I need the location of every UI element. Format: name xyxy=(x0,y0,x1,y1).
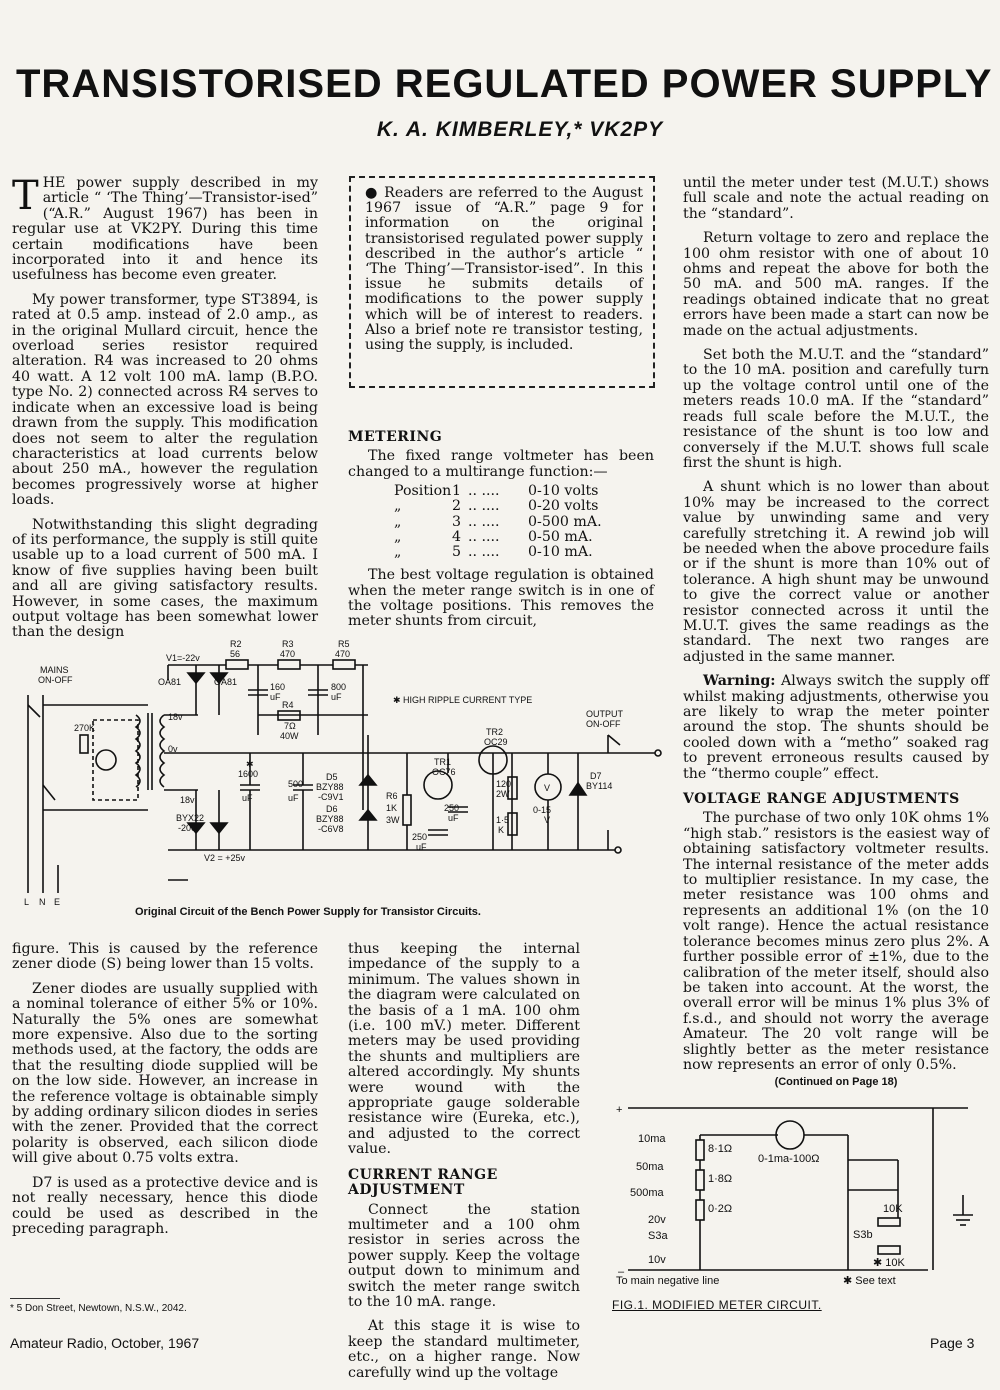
position-row: „ 4 .. .... 0-50 mA. xyxy=(394,528,593,545)
author-address-footnote: * 5 Don Street, Newtown, N.S.W., 2042. xyxy=(10,1303,187,1314)
r4-label: R4 xyxy=(282,700,294,710)
v18b-label: 18v xyxy=(180,795,195,805)
voltage-range-heading: VOLTAGE RANGE ADJUSTMENTS xyxy=(683,791,960,808)
r120-watt: 2W xyxy=(496,789,510,799)
metering-paragraph: The fixed range voltmeter has been changed to a multirange function:— xyxy=(348,448,654,480)
line-e-label: E xyxy=(54,897,61,905)
author-byline: K. A. KIMBERLEY,* VK2PY xyxy=(376,118,664,141)
oc29-label: OC29 xyxy=(484,737,508,747)
zener-paragraph: figure. This is caused by the reference zener diode (S) being lower than 15 volts. xyxy=(12,941,318,973)
mains-label: MAINS xyxy=(40,665,69,675)
regulation-paragraph: The best voltage regulation is obtained when the meter range switch is in one of the voltage positions. This removes the meter shunts from circuit, xyxy=(348,567,654,630)
bridge-label-2: -200 xyxy=(178,823,197,833)
c800-label: 800 xyxy=(331,682,347,692)
meter-range: 0-15 xyxy=(533,805,552,815)
v1-label: V1=-22v xyxy=(166,653,200,663)
position-row: „ 3 .. .... 0-500 mA. xyxy=(394,513,602,530)
article-title: TRANSISTORISED REGULATED POWER SUPPLY xyxy=(16,62,993,106)
footer-page-number: Page 3 xyxy=(930,1335,975,1351)
c500-unit: uF xyxy=(288,793,299,803)
fig1-10k-a: 10K xyxy=(883,1203,903,1215)
c800-unit: uF xyxy=(331,692,342,702)
position-row: „ 5 .. .... 0-10 mA. xyxy=(394,544,593,561)
v0-label: 0v xyxy=(168,744,178,754)
c1600-label: 1600 xyxy=(238,769,259,779)
fig1-meter-label: 0-1ma-100Ω xyxy=(758,1153,820,1165)
line-n-label: N xyxy=(39,897,46,905)
connect-paragraph: Connect the station multimeter and a 100 ohm resistor in series across the power supply. Keep the voltage output down to minimum and switch the meter range switch to the 10 mA. range. xyxy=(348,1201,580,1310)
modified-meter-circuit-diagram xyxy=(608,1100,988,1290)
c250a-label: 250 xyxy=(444,803,460,813)
fig1-see-text-note: ✱ See text xyxy=(843,1275,896,1287)
r6-value: 1K xyxy=(386,803,398,813)
fig1-20v-label: 20v xyxy=(648,1214,666,1226)
column-1-top xyxy=(12,173,318,650)
oa81-b-label: OA81 xyxy=(214,677,238,687)
voltage-range-paragraph: The purchase of two only 10K ohms 1% “high stab.” resistors is the easiest way of obtaining satisfactory voltmeter results. The internal resistance of the meter adds to multiplier resistance. In my case, the meter resistance was 100 ohms and represents an additional 1% (on the 10 volt range). Hence the actual resistance tolerance becomes minus zero plus 2%. A further possible error of ±1%, due to the calibration of the meter itself, should also be taken into account. At the worst, the overall error will be minus 1% plus 3% of f.s.d., and should not worry the average Amateur. The 20 volt range will be slightly better as the meter resistance now represents an error of only 0.5%. xyxy=(683,810,989,1073)
fig1-shunt-1: 8·1Ω xyxy=(708,1143,733,1155)
column-3 xyxy=(683,176,989,1091)
fig1-plus: + xyxy=(616,1104,623,1116)
drop-cap: T xyxy=(12,173,39,219)
metering-heading: METERING xyxy=(348,429,443,445)
r4-value: 7Ω xyxy=(284,721,296,731)
r5-label: R5 xyxy=(338,639,350,649)
continued-note: (Continued on Page 18) xyxy=(774,1076,898,1089)
fig1-caption: FIG.1. MODIFIED METER CIRCUIT. xyxy=(612,1298,822,1312)
r15k-unit: K xyxy=(498,825,505,835)
by114-label: BY114 xyxy=(586,781,613,791)
set-mut-paragraph: Set both the M.U.T. and the “standard” to the 10 mA. position and carefully turn up the voltage control until one of the meters reads 10.0 mA. If the “standard” reads full scale before the M.U.T., the resistance of the shunt is too low and conversely if the M.U.T. shows full scale first the shunt is high. xyxy=(683,347,989,471)
wind-up-paragraph: At this stage it is wise to keep the standard multimeter, etc., on a higher range. Now carefully wind up the voltage xyxy=(348,1318,580,1381)
power-supply-circuit-diagram xyxy=(8,635,668,905)
transformer-paragraph: My power transformer, type ST3894, is rated at 0.5 amp. instead of 2.0 amp., as in the original Mullard circuit, hence the overload series resistor required alteration. R4 was increased to 20 ohms 40 watt. A 12 volt 100 mA. lamp (B.P.O. type No. 2) connected across R4 serves to indicate when an excessive load is being drawn from the supply. This modification does not seem to alter the regulation characteristics at load currents below about 250 mA., however the regulation becomes progressively worse at higher loads. xyxy=(12,291,318,509)
r120-label: 120 xyxy=(496,779,512,789)
c160-label: 160 xyxy=(270,682,286,692)
c1600-star: ✱ xyxy=(246,759,254,769)
d6-voltage: -C6V8 xyxy=(318,824,344,834)
circuit-caption: Original Circuit of the Bench Power Supply for Transistor Circuits. xyxy=(135,906,481,918)
fig1-10k-b: ✱ 10K xyxy=(873,1257,905,1269)
fig1-s3b-label: S3b xyxy=(853,1229,873,1241)
r6-watt: 3W xyxy=(386,815,400,825)
shunt-paragraph: A shunt which is no lower than about 10% may be increased to the correct value by unwinding same and very carefully stretching it. A rewind job will be needed when the above procedure fails or if the shunt is more than 10% out of tolerance. A high shunt may be unwound to give the correct value or another resistor connected across it until the M.U.T. gives the same readings as the standard. The next two ranges are adjusted in the same manner. xyxy=(683,479,989,665)
fig1-10ma-label: 10ma xyxy=(638,1133,666,1145)
d7-label: D7 xyxy=(590,771,602,781)
c500-label: 500 xyxy=(288,779,304,789)
meter-unit: V xyxy=(544,815,551,825)
c250a-unit: uF xyxy=(448,813,459,823)
c250b-unit: uF xyxy=(416,842,427,852)
v2-label: V2 = +25v xyxy=(204,853,246,863)
fig1-50ma-label: 50ma xyxy=(636,1161,664,1173)
ripple-note: ✱ HIGH RIPPLE CURRENT TYPE xyxy=(393,695,533,705)
mut-paragraph: until the meter under test (M.U.T.) shows full scale and note the actual reading on the “standard”. xyxy=(683,175,989,222)
mains-onoff-label: ON-OFF xyxy=(38,675,73,685)
column-2-bottom xyxy=(348,942,580,1390)
current-range-heading: CURRENT RANGE ADJUSTMENT xyxy=(348,1166,498,1199)
r4-watt: 40W xyxy=(280,731,299,741)
d6-type: BZY88 xyxy=(316,814,344,824)
intro-paragraph: HE power supply described in my article “ ‘The Thing’—Transistor-ised” (“A.R.” August 1967) has been in regular use at VK2PY. During this time certain modifications have been incorporated into it and hence its usefulness has become even greater. xyxy=(12,175,318,284)
v18a-label: 18v xyxy=(168,712,183,722)
c160-unit: uF xyxy=(270,692,281,702)
performance-paragraph: Notwithstanding this slight degrading of its performance, the supply is still quite usable up to a load current of 500 mA. I know of five supplies having been built and all are giving satisfactory results. However, in some cases, the maximum output voltage has been somewhat lower than the design xyxy=(12,516,318,641)
r3-value: 470 xyxy=(280,649,296,659)
c250b-label: 250 xyxy=(412,832,428,842)
warning-paragraph: Warning: Always switch the supply off whilst making adjustments, otherwise you are likely to wrap the meter pointer around the stop. The shunts should be cooled down with a “metho” soaked rag to prevent erroneous results caused by the “thermo couple” effect. xyxy=(683,673,989,782)
footer-publication: Amateur Radio, October, 1967 xyxy=(10,1335,200,1351)
fig1-shunt-3: 0·2Ω xyxy=(708,1203,733,1215)
tr2-label: TR2 xyxy=(486,727,504,737)
r2-label: R2 xyxy=(230,639,242,649)
column-1-bottom xyxy=(12,942,318,1246)
position-row: Position1 .. .... 0-10 volts xyxy=(394,483,599,500)
tr1-label: TR1 xyxy=(434,757,452,767)
r2-value: 56 xyxy=(230,649,241,659)
tolerance-paragraph: Zener diodes are usually supplied with a nominal tolerance of either 5% or 10%. Naturally the 5% ones are somewhat more expensive. Also due to the sorting methods used, at the factory, the odds are that the resulting diode supplied will be on the low side. However, an increase in the reference voltage is obtainable simply by adding ordinary silicon diodes in series with the zener. Provided that the correct polarity is observed, each silicon diode will give about 0.75 volts extra. xyxy=(12,980,318,1167)
line-l-label: L xyxy=(24,897,30,905)
return-voltage-paragraph: Return voltage to zero and replace the 100 ohm resistor with one of about 10 ohms and repeat the above for both the 50 mA. and 500 mA. ranges. If the readings obtained indicate that no great errors have been made a start can now be made on the actual adjustments. xyxy=(683,230,989,339)
fig1-10v-label: 10v xyxy=(648,1254,666,1266)
r3-label: R3 xyxy=(282,639,294,649)
r270k-label: 270K xyxy=(74,723,96,733)
r15k-label: 1·5 xyxy=(496,815,510,825)
d7-paragraph: D7 is used as a protective device and is not really necessary, hence this diode could be used as described in the preceding paragraph. xyxy=(12,1174,318,1237)
position-row: „ 2 .. .... 0-20 volts xyxy=(394,498,599,515)
meter-symbol: V xyxy=(544,783,551,793)
impedance-paragraph: thus keeping the internal impedance of the supply to a minimum. The values shown in the diagram were calculated on the basis of a 1 mA. 100 ohm (i.e. 100 mV.) meter. Different meters may be used providing the shunts and multipliers are altered accordingly. My shunts were wound with the appropriate gauge solderable resistance wire (Eureka, etc.), and adjusted to the correct value. xyxy=(348,941,580,1158)
fig1-shunt-2: 1·8Ω xyxy=(708,1173,733,1185)
r5-value: 470 xyxy=(335,649,351,659)
output-label: OUTPUT xyxy=(586,709,623,719)
fig1-negative-line-note: To main negative line xyxy=(616,1275,720,1287)
d5-type: BZY88 xyxy=(316,782,344,792)
d5-label: D5 xyxy=(326,772,338,782)
d6-label: D6 xyxy=(326,804,338,814)
d5-voltage: -C9V1 xyxy=(318,792,344,802)
footnote-rule xyxy=(10,1298,60,1299)
oa81-a-label: OA81 xyxy=(158,677,182,687)
oc76-label: OC76 xyxy=(432,767,456,777)
c1600-unit: uF xyxy=(242,793,253,803)
r6-label: R6 xyxy=(386,791,398,801)
editor-note-box: ● Readers are referred to the August 1967 issue of “A.R.” page 9 for information on the original transistorised regulated power supply described in the author’s article “ ‘The Thing’—Transistor-ised”. In this issue he submits details of modifications to the power supply which will be of interest to readers. Also a brief note re transistor testing, using the supply, is included. xyxy=(349,176,655,388)
fig1-500ma-label: 500ma xyxy=(630,1187,664,1199)
output-onoff-label: ON-OFF xyxy=(586,719,621,729)
fig1-s3a-label: S3a xyxy=(648,1230,668,1242)
bridge-label: BYX22 xyxy=(176,813,205,823)
fig1-minus: – xyxy=(618,1266,625,1278)
column-2-top xyxy=(348,420,654,639)
position-list xyxy=(394,484,654,560)
